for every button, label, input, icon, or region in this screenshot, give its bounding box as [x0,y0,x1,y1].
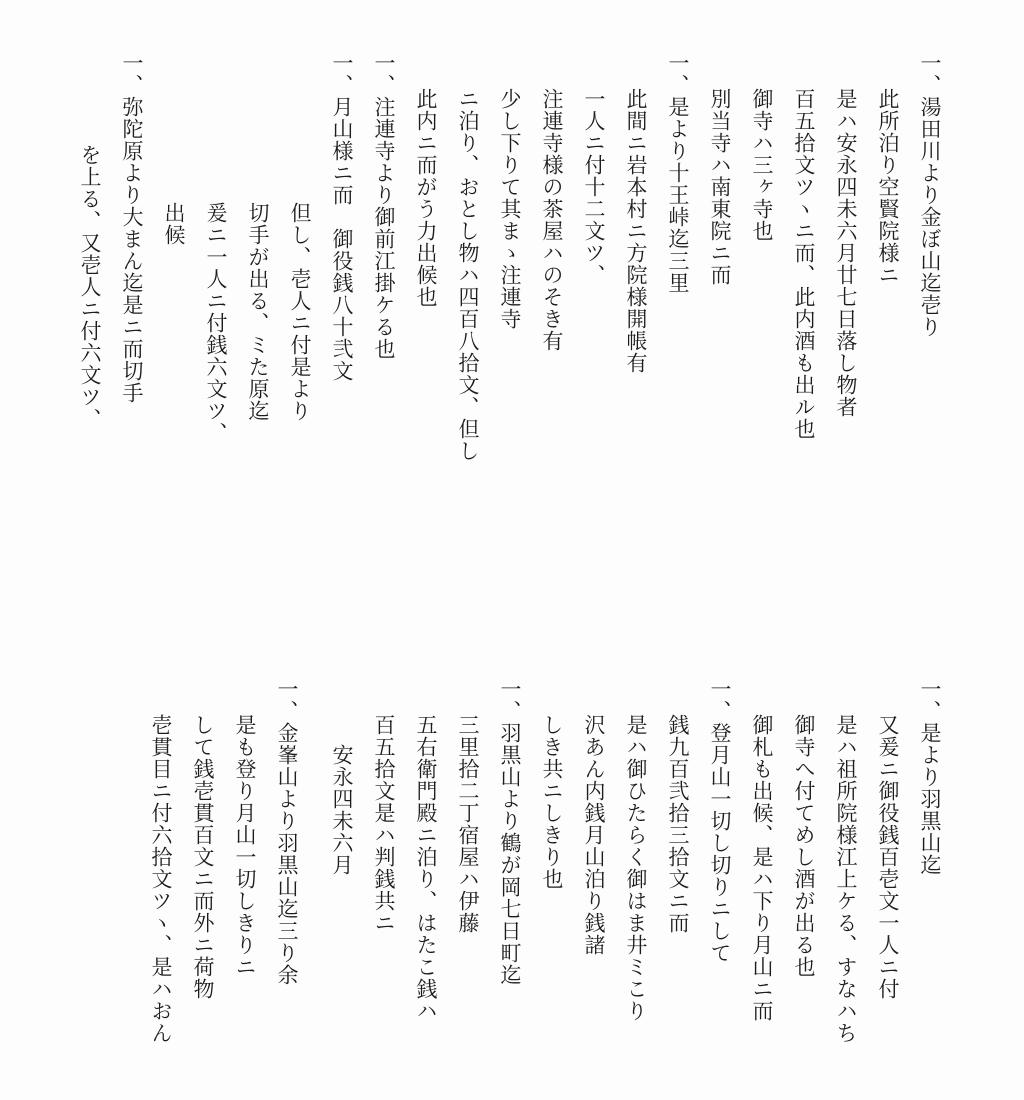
text-column: 御札も出候、是ハ下り月山ニ而 [750,714,774,1022]
text-column: 銭九百弐拾三拾文ニ而 [666,714,690,934]
text-column: 切手が出る、ミた原迄 [246,202,270,422]
text-column: 又爰ニ御役銭百壱文一人ニ付 [876,714,900,1000]
text-column: 百五拾文ツヽニ而、此内酒も出ル也 [792,88,816,440]
text-column: 百五拾文是ハ判銭共ニ [372,714,396,934]
text-column: 三里拾二丁宿屋ハ伊藤 [456,714,480,934]
text-column: 此内ニ而がう力出候也 [414,88,438,308]
text-column: 少し下りて其まゝ注連寺 [498,88,522,330]
date-column: 安永四未六月 [330,744,354,876]
text-column: 是も登り月山一切しきりニ [233,714,257,978]
text-column: 御寺ハ三ヶ寺也 [750,88,774,242]
upper-text-block [79,52,940,462]
text-column: 一、登月山一切し切りニして [708,678,732,964]
text-column: 一、羽黒山より鶴が岡七日町迄 [498,678,522,986]
text-column: 此所泊り空賢院様ニ [876,88,900,286]
text-column: 沢あん内銭月山泊り銭諸 [582,714,606,956]
text-column: して銭壱貫百文ニ而外ニ荷物 [191,714,215,1000]
text-column: 是ハ御ひたらく御はま井ミこり [624,714,648,1022]
text-column: 是ハ安永四未六月廿七日落し物者 [834,88,858,418]
text-column: 爰ニ一人ニ付銭六文ツ、 [204,202,228,444]
text-column: 一、是より羽黒山迄 [918,678,942,876]
text-column: 一、注連寺より御前江掛ケる也 [372,52,396,360]
text-column: 此間ニ岩本村ニ方院様開帳有 [624,88,648,374]
text-column: 御寺へ付てめし酒が出る也 [792,714,816,978]
text-column: 別当寺ハ南東院ニ而 [708,88,732,286]
text-column: 一、是より十王峠迄三里 [666,52,690,294]
text-column: 一、弥陀原より大まん迄是ニ而切手 [120,52,144,404]
lower-text-block [150,678,940,1044]
text-column: 一人ニ付十二文ツ、 [582,88,606,286]
text-column: 壱貫目ニ付六拾文ツヽ、是ハおん [149,714,173,1044]
text-column: 是ハ祖所院様江上ケる、すなハち [834,714,858,1044]
text-column: 一、金峯山より羽黒山迄三り余 [275,678,299,986]
text-column: 一、湯田川より金ぼ山迄壱り [918,52,942,338]
text-column: ニ泊り、おとし物ハ四百八拾文、但し [456,88,480,462]
text-column: しき共ニしきり也 [540,714,564,890]
text-column: 注連寺様の茶屋ハのそき有 [540,88,564,352]
text-column: を上る、又壱人ニ付六文ツ、 [78,144,102,430]
text-column: 出候 [162,202,186,246]
text-column: 一、月山様ニ而 御役銭八十弐文 [330,52,354,382]
text-column: 五右衛門殿ニ泊り、はたこ銭ハ [414,714,438,1022]
text-column: 但し、壱人ニ付是より [288,202,312,422]
